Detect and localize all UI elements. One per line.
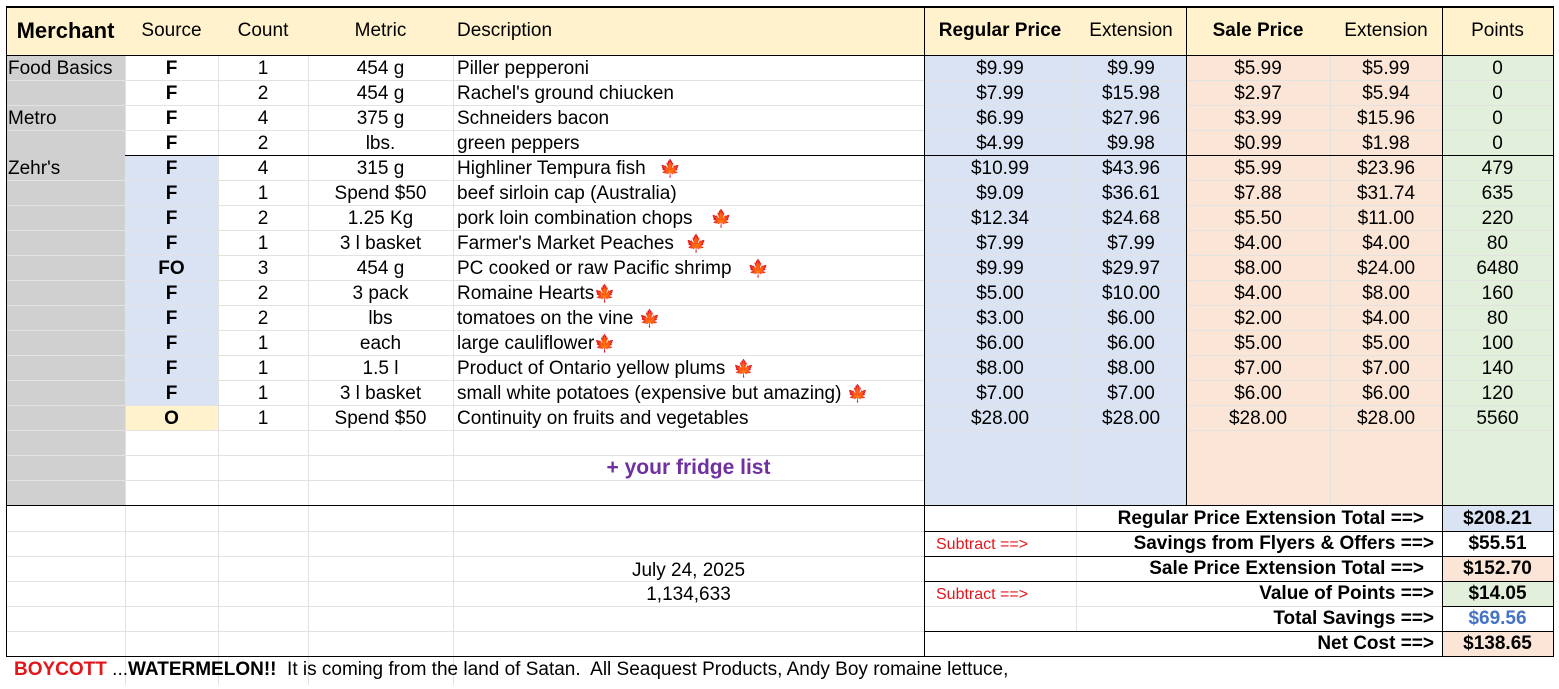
description-cell[interactable] xyxy=(457,81,919,106)
count-cell[interactable]: 1 xyxy=(257,233,269,254)
source-cell[interactable]: F xyxy=(165,158,178,179)
savings-label[interactable]: Savings from Flyers & Offers ==> xyxy=(1133,533,1434,554)
points-cell[interactable]: 6480 xyxy=(1476,258,1519,279)
metric-cell[interactable]: 454 g xyxy=(356,258,405,279)
regular-extension-cell[interactable]: $29.97 xyxy=(1101,258,1161,279)
sale-extension-cell[interactable]: $8.00 xyxy=(1362,283,1410,304)
regular-price-cell[interactable]: $9.09 xyxy=(976,183,1024,204)
metric-cell[interactable]: Spend $50 xyxy=(334,408,427,429)
regular-extension-cell[interactable]: $27.96 xyxy=(1101,108,1161,129)
count-cell[interactable]: 3 xyxy=(257,258,269,279)
sale-extension-cell[interactable]: $6.00 xyxy=(1362,383,1410,404)
maple-leaf-icon: 🍁 xyxy=(659,159,681,178)
points-cell[interactable]: 80 xyxy=(1486,308,1509,329)
merchant-cell[interactable] xyxy=(8,231,123,256)
points-cell[interactable]: 0 xyxy=(1492,58,1503,79)
count-cell[interactable]: 4 xyxy=(257,108,269,129)
regular-price-cell[interactable]: $12.34 xyxy=(970,208,1030,229)
header-merchant[interactable]: Merchant xyxy=(16,18,115,43)
merchant-cell[interactable] xyxy=(8,256,123,281)
points-cell[interactable]: 160 xyxy=(1481,283,1514,304)
regular-price-cell[interactable]: $10.99 xyxy=(970,158,1030,179)
sale-price-cell[interactable]: $7.00 xyxy=(1234,358,1282,379)
points-value-label[interactable]: Value of Points ==> xyxy=(1259,583,1434,604)
count-cell[interactable]: 1 xyxy=(257,333,269,354)
description-text: Product of Ontario yellow plums xyxy=(457,358,726,379)
regular-extension-cell[interactable]: $9.98 xyxy=(1107,133,1155,154)
regular-extension-cell[interactable]: $8.00 xyxy=(1107,358,1155,379)
description-text: Schneiders bacon xyxy=(457,108,610,129)
metric-cell[interactable]: 1.25 Kg xyxy=(347,208,414,229)
sale-extension-cell[interactable]: $1.98 xyxy=(1362,133,1410,154)
regular-price-cell[interactable]: $5.00 xyxy=(976,283,1024,304)
merchant-cell[interactable]: Food Basics xyxy=(8,58,113,79)
total-savings-label[interactable]: Total Savings ==> xyxy=(1273,608,1434,629)
count-cell[interactable]: 1 xyxy=(257,183,269,204)
points-cell[interactable]: 479 xyxy=(1481,158,1514,179)
regular-extension-cell[interactable]: $36.61 xyxy=(1101,183,1161,204)
regular-extension-cell[interactable]: $7.99 xyxy=(1107,233,1155,254)
count-cell[interactable]: 2 xyxy=(257,283,269,304)
description-cell[interactable] xyxy=(457,131,919,156)
description-cell[interactable] xyxy=(457,306,919,331)
merchant-cell[interactable] xyxy=(8,206,123,231)
regular-extension-cell[interactable]: $9.99 xyxy=(1107,58,1155,79)
reg-total-label[interactable]: Regular Price Extension Total ==> xyxy=(1117,508,1424,529)
header-extension-regular[interactable]: Extension xyxy=(1089,20,1173,41)
metric-cell[interactable]: each xyxy=(359,333,402,354)
count-cell[interactable]: 2 xyxy=(257,208,269,229)
metric-cell[interactable]: 375 g xyxy=(356,108,405,129)
sale-price-cell[interactable]: $2.97 xyxy=(1234,83,1282,104)
header-sale-price[interactable]: Sale Price xyxy=(1212,20,1304,41)
header-points[interactable]: Points xyxy=(1471,20,1524,41)
sale-price-cell[interactable]: $5.99 xyxy=(1234,158,1282,179)
source-cell[interactable]: F xyxy=(165,383,178,404)
count-cell[interactable]: 4 xyxy=(257,158,269,179)
sale-price-cell[interactable]: $5.00 xyxy=(1234,333,1282,354)
net-cost-label[interactable]: Net Cost ==> xyxy=(1317,633,1434,654)
description-text: PC cooked or raw Pacific shrimp xyxy=(457,258,732,279)
description-cell[interactable] xyxy=(457,206,919,231)
regular-extension-cell[interactable]: $28.00 xyxy=(1101,408,1161,429)
points-cell[interactable]: 5560 xyxy=(1476,408,1519,429)
count-cell[interactable]: 2 xyxy=(257,133,269,154)
header-extension-sale[interactable]: Extension xyxy=(1344,20,1428,41)
regular-price-cell[interactable]: $3.00 xyxy=(976,308,1024,329)
sale-extension-cell[interactable]: $5.94 xyxy=(1362,83,1410,104)
source-cell[interactable]: F xyxy=(165,133,178,154)
sale-price-cell[interactable]: $3.99 xyxy=(1234,108,1282,129)
sale-price-cell[interactable]: $7.88 xyxy=(1234,183,1282,204)
source-cell[interactable]: F xyxy=(165,283,178,304)
regular-extension-cell[interactable]: $7.00 xyxy=(1107,383,1155,404)
description-cell[interactable] xyxy=(457,256,919,281)
description-text: Romaine Hearts xyxy=(457,283,595,304)
metric-cell[interactable]: 3 pack xyxy=(352,283,409,304)
points-cell[interactable]: 220 xyxy=(1481,208,1514,229)
regular-extension-cell[interactable]: $43.96 xyxy=(1101,158,1161,179)
sale-price-cell[interactable]: $8.00 xyxy=(1234,258,1282,279)
merchant-cell[interactable] xyxy=(8,331,123,356)
source-cell[interactable]: F xyxy=(165,183,178,204)
header-regular-price[interactable]: Regular Price xyxy=(938,20,1062,41)
sale-extension-cell[interactable]: $4.00 xyxy=(1362,308,1410,329)
merchant-cell[interactable] xyxy=(8,181,123,206)
subtract-label-1[interactable]: Subtract ==> xyxy=(936,536,1029,553)
sale-price-cell[interactable]: $2.00 xyxy=(1234,308,1282,329)
metric-cell[interactable]: 315 g xyxy=(356,158,405,179)
maple-leaf-icon: 🍁 xyxy=(685,234,708,253)
count-cell[interactable]: 1 xyxy=(257,58,269,79)
regular-price-cell[interactable]: $6.00 xyxy=(976,333,1024,354)
metric-cell[interactable]: lbs. xyxy=(365,133,396,154)
sale-extension-cell[interactable]: $24.00 xyxy=(1356,258,1416,279)
regular-price-cell[interactable]: $8.00 xyxy=(976,358,1024,379)
sale-extension-cell[interactable]: $5.00 xyxy=(1362,333,1410,354)
date-cell[interactable]: July 24, 2025 xyxy=(631,560,746,581)
points-cell[interactable]: 100 xyxy=(1481,333,1514,354)
count-cell[interactable]: 2 xyxy=(257,83,269,104)
sale-price-cell[interactable]: $28.00 xyxy=(1228,408,1288,429)
metric-cell[interactable]: 454 g xyxy=(356,58,405,79)
points-cell[interactable]: 0 xyxy=(1492,108,1503,129)
source-cell[interactable]: F xyxy=(165,308,178,329)
regular-price-cell[interactable]: $7.99 xyxy=(976,83,1024,104)
source-cell[interactable]: FO xyxy=(158,258,185,279)
savings-value[interactable]: $55.51 xyxy=(1468,533,1527,554)
description-text: Farmer's Market Peaches xyxy=(457,233,674,254)
description-text: beef sirloin cap (Australia) xyxy=(457,183,677,204)
source-cell[interactable]: F xyxy=(165,108,178,129)
footer-boycott: BOYCOTT xyxy=(14,659,107,680)
net-cost-value[interactable]: $138.65 xyxy=(1463,633,1532,654)
description-cell[interactable] xyxy=(457,106,919,131)
regular-price-cell[interactable]: $9.99 xyxy=(976,258,1024,279)
description-text: Rachel's ground chiucken xyxy=(457,83,674,104)
merchant-cell[interactable]: Metro xyxy=(8,108,57,129)
metric-cell[interactable]: 1.5 l xyxy=(362,358,399,379)
description-text: green peppers xyxy=(457,133,580,154)
description-cell[interactable] xyxy=(457,56,919,81)
points-cell[interactable]: 120 xyxy=(1481,383,1514,404)
regular-price-cell[interactable]: $6.99 xyxy=(976,108,1024,129)
sale-extension-cell[interactable]: $7.00 xyxy=(1362,358,1410,379)
metric-cell[interactable]: 3 l basket xyxy=(339,233,422,254)
header-source[interactable]: Source xyxy=(141,20,202,41)
description-cell[interactable] xyxy=(457,406,919,431)
merchant-cell[interactable] xyxy=(8,281,123,306)
sale-price-cell[interactable]: $4.00 xyxy=(1234,233,1282,254)
merchant-cell[interactable] xyxy=(8,381,123,406)
source-cell[interactable]: F xyxy=(165,233,178,254)
description-text: Highliner Tempura fish xyxy=(457,158,646,179)
sale-price-cell[interactable]: $4.00 xyxy=(1234,283,1282,304)
sale-price-cell[interactable]: $5.99 xyxy=(1234,58,1282,79)
regular-price-cell[interactable]: $4.99 xyxy=(976,133,1024,154)
sale-extension-cell[interactable]: $31.74 xyxy=(1356,183,1416,204)
sale-extension-cell[interactable]: $4.00 xyxy=(1362,233,1410,254)
maple-leaf-icon: 🍁 xyxy=(710,209,732,228)
description-text: Piller pepperoni xyxy=(457,58,590,79)
maple-leaf-icon: 🍁 xyxy=(847,384,869,403)
description-cell[interactable] xyxy=(457,281,919,306)
regular-price-cell[interactable]: $28.00 xyxy=(970,408,1030,429)
description-cell[interactable] xyxy=(457,356,919,381)
points-cell[interactable]: 635 xyxy=(1481,183,1514,204)
count-cell[interactable]: 1 xyxy=(257,408,269,429)
source-cell[interactable]: F xyxy=(165,333,178,354)
metric-cell[interactable]: lbs xyxy=(368,308,393,329)
regular-price-cell[interactable]: $7.99 xyxy=(976,233,1024,254)
footer-rest: It is coming from the land of Satan. All Seaquest Products, Andy Boy romaine lettuce, xyxy=(276,659,1009,680)
merchant-cell[interactable]: Zehr's xyxy=(8,158,61,179)
points-cell[interactable]: 0 xyxy=(1492,83,1503,104)
fridge-list-note[interactable]: + your fridge list xyxy=(606,456,771,479)
maple-leaf-icon: 🍁 xyxy=(733,359,755,378)
sale-extension-cell[interactable]: $28.00 xyxy=(1356,408,1416,429)
description-text: Continuity on fruits and vegetables xyxy=(457,408,749,429)
sale-extension-cell[interactable]: $15.96 xyxy=(1356,108,1416,129)
count-cell[interactable]: 1 xyxy=(257,383,269,404)
source-cell[interactable]: O xyxy=(164,408,179,429)
merchant-cell[interactable] xyxy=(8,306,123,331)
regular-extension-cell[interactable]: $10.00 xyxy=(1101,283,1161,304)
points-cell[interactable]: 80 xyxy=(1486,233,1509,254)
points-value-value[interactable]: $14.05 xyxy=(1468,583,1527,604)
reg-total-value[interactable]: $208.21 xyxy=(1463,508,1532,529)
sale-price-cell[interactable]: $5.50 xyxy=(1234,208,1282,229)
source-cell[interactable]: F xyxy=(165,358,178,379)
header-count[interactable]: Count xyxy=(237,20,289,41)
regular-extension-cell[interactable]: $6.00 xyxy=(1107,333,1155,354)
regular-price-cell[interactable]: $9.99 xyxy=(976,58,1024,79)
sale-total-label[interactable]: Sale Price Extension Total ==> xyxy=(1149,558,1424,579)
header-metric[interactable]: Metric xyxy=(354,20,407,41)
description-cell[interactable] xyxy=(457,156,919,181)
sale-extension-cell[interactable]: $11.00 xyxy=(1357,208,1415,229)
number-cell[interactable]: 1,134,633 xyxy=(646,584,731,605)
description-cell[interactable] xyxy=(457,181,919,206)
regular-extension-cell[interactable]: $24.68 xyxy=(1101,208,1161,229)
points-cell[interactable]: 140 xyxy=(1481,358,1514,379)
count-cell[interactable]: 2 xyxy=(257,308,269,329)
metric-cell[interactable]: 3 l basket xyxy=(339,383,422,404)
description-text: pork loin combination chops xyxy=(457,208,693,229)
description-cell[interactable] xyxy=(457,331,919,356)
description-text: tomatoes on the vine xyxy=(457,308,634,329)
merchant-cell[interactable] xyxy=(8,356,123,381)
sale-extension-cell[interactable]: $23.96 xyxy=(1356,158,1416,179)
regular-extension-cell[interactable]: $15.98 xyxy=(1101,83,1161,104)
merchant-cell[interactable] xyxy=(8,81,123,106)
sale-total-value[interactable]: $152.70 xyxy=(1463,558,1532,579)
metric-cell[interactable]: Spend $50 xyxy=(334,183,427,204)
footer-watermelon: WATERMELON!! xyxy=(128,659,277,680)
merchant-cell[interactable] xyxy=(8,406,123,431)
metric-cell[interactable]: 454 g xyxy=(356,83,405,104)
source-cell[interactable]: F xyxy=(165,58,178,79)
description-text: small white potatoes (expensive but amazing) xyxy=(457,383,842,404)
sale-extension-cell[interactable]: $5.99 xyxy=(1362,58,1410,79)
regular-extension-cell[interactable]: $6.00 xyxy=(1107,308,1155,329)
merchant-cell[interactable] xyxy=(8,131,123,156)
footer-note[interactable] xyxy=(14,657,1544,682)
header-description[interactable]: Description xyxy=(457,20,553,41)
count-cell[interactable]: 1 xyxy=(257,358,269,379)
footer-dots: ... xyxy=(106,659,129,680)
sale-price-cell[interactable]: $0.99 xyxy=(1234,133,1282,154)
points-cell[interactable]: 0 xyxy=(1492,133,1503,154)
regular-price-cell[interactable]: $7.00 xyxy=(976,383,1024,404)
subtract-label-2[interactable]: Subtract ==> xyxy=(936,586,1029,603)
total-savings-value[interactable]: $69.56 xyxy=(1468,608,1527,629)
maple-leaf-icon: 🍁 xyxy=(594,284,616,303)
source-cell[interactable]: F xyxy=(165,83,178,104)
maple-leaf-icon: 🍁 xyxy=(747,259,769,278)
description-cell[interactable] xyxy=(457,231,919,256)
sale-price-cell[interactable]: $6.00 xyxy=(1234,383,1282,404)
maple-leaf-icon: 🍁 xyxy=(594,334,616,353)
maple-leaf-icon: 🍁 xyxy=(639,309,661,328)
source-cell[interactable]: F xyxy=(165,208,178,229)
description-text: large cauliflower xyxy=(457,333,595,354)
description-cell[interactable] xyxy=(457,381,919,406)
